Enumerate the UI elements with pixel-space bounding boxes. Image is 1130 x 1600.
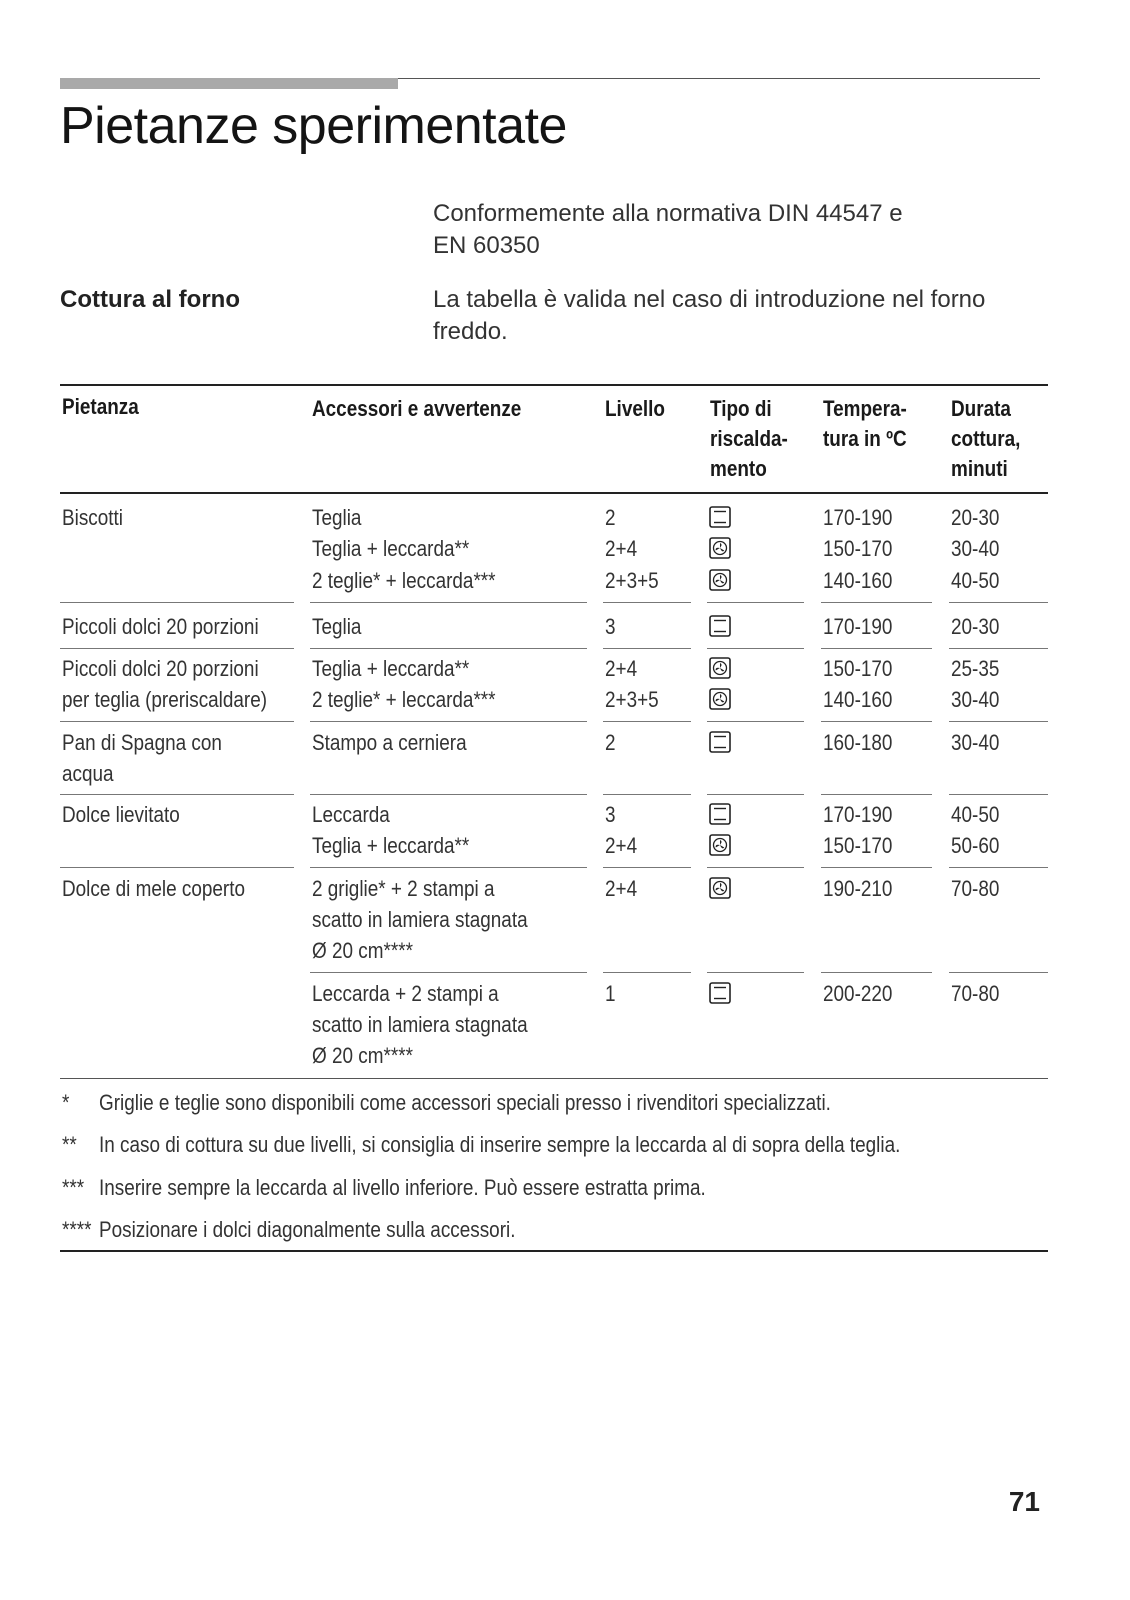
table-cell-level: 2+4 [605, 833, 638, 858]
section-label: Cottura al forno [60, 286, 240, 313]
table-cell-accessory: Stampo a cerniera [312, 730, 467, 755]
row-divider [60, 648, 294, 649]
table-cell-dish: acqua [62, 761, 114, 786]
header-temp-2: tura in ºC [823, 426, 907, 451]
footnote-text: In caso di cottura su due livelli, si consiglia di inserire sempre la leccarda al di sopra della teglia. [99, 1132, 901, 1157]
hot-air-icon [709, 657, 731, 679]
table-cell-accessory: Teglia + leccarda** [312, 833, 470, 858]
table-cell-temp: 170-190 [823, 802, 893, 827]
top-bottom-heat-icon [709, 982, 731, 1004]
row-divider [707, 972, 804, 973]
table-cell-time: 30-40 [951, 730, 1000, 755]
table-cell-accessory: Teglia + leccarda** [312, 536, 470, 561]
table-cell-temp: 170-190 [823, 505, 893, 530]
hot-air-icon [709, 688, 731, 710]
header-accent-bar [60, 78, 398, 89]
table-cell-dish: Pan di Spagna con [62, 730, 222, 755]
page-number: 71 [1008, 1486, 1040, 1517]
table-cell-temp: 190-210 [823, 876, 893, 901]
hot-air-icon [709, 569, 731, 591]
table-cell-dish: Dolce lievitato [62, 802, 180, 827]
intro-line-1: Conformemente alla normativa DIN 44547 e [433, 200, 903, 227]
table-cell-dish: Dolce di mele coperto [62, 876, 245, 901]
table-cell-temp: 170-190 [823, 614, 893, 639]
row-divider [707, 648, 804, 649]
table-cell-accessory: Teglia [312, 505, 362, 530]
table-cell-temp: 140-160 [823, 568, 893, 593]
table-cell-temp: 160-180 [823, 730, 893, 755]
table-cell-temp: 150-170 [823, 833, 893, 858]
table-cell-level: 2+4 [605, 656, 638, 681]
table-cell-accessory: scatto in lamiera stagnata [312, 1012, 528, 1037]
header-level: Livello [605, 396, 665, 421]
table-cell-time: 25-35 [951, 656, 1000, 681]
top-bottom-heat-icon [709, 506, 731, 528]
table-cell-accessory: 2 griglie* + 2 stampi a [312, 876, 495, 901]
header-heating-1: Tipo di [710, 396, 772, 421]
row-divider [60, 721, 294, 722]
header-heating-3: mento [710, 456, 767, 481]
table-cell-time: 70-80 [951, 876, 1000, 901]
table-cell-accessory: Leccarda [312, 802, 390, 827]
footnote-mark: **** [62, 1217, 92, 1242]
table-cell-level: 3 [605, 802, 616, 827]
table-cell-temp: 140-160 [823, 687, 893, 712]
row-divider [707, 602, 804, 603]
table-header-rule [60, 492, 1048, 494]
table-cell-temp: 150-170 [823, 536, 893, 561]
table-cell-accessory: Leccarda + 2 stampi a [312, 981, 499, 1006]
header-temp-1: Tempera- [823, 396, 907, 421]
header-accessories: Accessori e avvertenze [312, 396, 522, 421]
table-cell-level: 2+4 [605, 876, 638, 901]
table-cell-time: 50-60 [951, 833, 1000, 858]
table-cell-time: 40-50 [951, 802, 1000, 827]
row-divider [603, 972, 691, 973]
top-bottom-heat-icon [709, 615, 731, 637]
table-cell-level: 3 [605, 614, 616, 639]
header-time-3: minuti [951, 456, 1008, 481]
row-divider [821, 648, 932, 649]
hot-air-icon [709, 834, 731, 856]
footnote-mark: ** [62, 1132, 77, 1157]
table-cell-time: 20-30 [951, 614, 1000, 639]
row-divider [821, 867, 932, 868]
table-cell-level: 2+3+5 [605, 687, 659, 712]
table-cell-accessory: 2 teglie* + leccarda*** [312, 687, 496, 712]
table-cell-dish: Piccoli dolci 20 porzioni [62, 614, 259, 639]
table-cell-accessory: Teglia + leccarda** [312, 656, 470, 681]
top-bottom-heat-icon [709, 731, 731, 753]
table-cell-time: 40-50 [951, 568, 1000, 593]
header-time-1: Durata [951, 396, 1011, 421]
row-divider [60, 867, 294, 868]
section-text-line-2: freddo. [433, 318, 508, 345]
hot-air-icon [709, 877, 731, 899]
table-cell-time: 20-30 [951, 505, 1000, 530]
table-top-rule [60, 384, 1048, 386]
row-divider [707, 721, 804, 722]
hot-air-icon [709, 537, 731, 559]
row-divider [603, 602, 691, 603]
row-divider [603, 867, 691, 868]
table-cell-temp: 200-220 [823, 981, 893, 1006]
footnote-mark: *** [62, 1175, 85, 1200]
row-divider [821, 794, 932, 795]
table-cell-dish: per teglia (preriscaldare) [62, 687, 268, 712]
page-title: Pietanze sperimentate [60, 97, 567, 155]
row-divider [603, 794, 691, 795]
intro-line-2: EN 60350 [433, 232, 540, 259]
header-dish: Pietanza [62, 394, 139, 419]
row-divider [821, 602, 932, 603]
table-cell-accessory: scatto in lamiera stagnata [312, 907, 528, 932]
table-cell-time: 30-40 [951, 536, 1000, 561]
top-bottom-heat-icon [709, 803, 731, 825]
row-divider [310, 721, 587, 722]
row-divider [310, 794, 587, 795]
table-cell-dish: Piccoli dolci 20 porzioni [62, 656, 259, 681]
row-divider [821, 972, 932, 973]
row-divider [949, 721, 1048, 722]
row-divider [707, 794, 804, 795]
table-bottom-rule [60, 1078, 1048, 1079]
table-cell-level: 1 [605, 981, 616, 1006]
row-divider [949, 602, 1048, 603]
table-cell-dish: Biscotti [62, 505, 123, 530]
row-divider [310, 867, 587, 868]
row-divider [949, 867, 1048, 868]
table-cell-time: 70-80 [951, 981, 1000, 1006]
table-cell-level: 2+4 [605, 536, 638, 561]
footnote-text: Inserire sempre la leccarda al livello inferiore. Può essere estratta prima. [99, 1175, 706, 1200]
row-divider [60, 602, 294, 603]
table-cell-accessory: Ø 20 cm**** [312, 1043, 413, 1068]
row-divider [310, 972, 587, 973]
table-cell-temp: 150-170 [823, 656, 893, 681]
section-text-line-1: La tabella è valida nel caso di introduzione nel forno [433, 286, 986, 313]
row-divider [821, 721, 932, 722]
footnote-text: Posizionare i dolci diagonalmente sulla accessori. [99, 1217, 516, 1242]
row-divider [949, 648, 1048, 649]
row-divider [310, 648, 587, 649]
row-divider [310, 602, 587, 603]
row-divider [949, 794, 1048, 795]
footnote-text: Griglie e teglie sono disponibili come accessori speciali presso i rivenditori specializzati. [99, 1090, 831, 1115]
footnote-mark: * [62, 1090, 70, 1115]
table-cell-level: 2 [605, 730, 616, 755]
table-cell-time: 30-40 [951, 687, 1000, 712]
header-heating-2: riscalda- [710, 426, 788, 451]
table-cell-level: 2+3+5 [605, 568, 659, 593]
header-time-2: cottura, [951, 426, 1021, 451]
table-cell-accessory: Teglia [312, 614, 362, 639]
footnotes-bottom-rule [60, 1250, 1048, 1252]
row-divider [60, 794, 294, 795]
row-divider [949, 972, 1048, 973]
row-divider [707, 867, 804, 868]
table-cell-accessory: Ø 20 cm**** [312, 938, 413, 963]
table-cell-level: 2 [605, 505, 616, 530]
row-divider [603, 648, 691, 649]
table-cell-accessory: 2 teglie* + leccarda*** [312, 568, 496, 593]
row-divider [603, 721, 691, 722]
